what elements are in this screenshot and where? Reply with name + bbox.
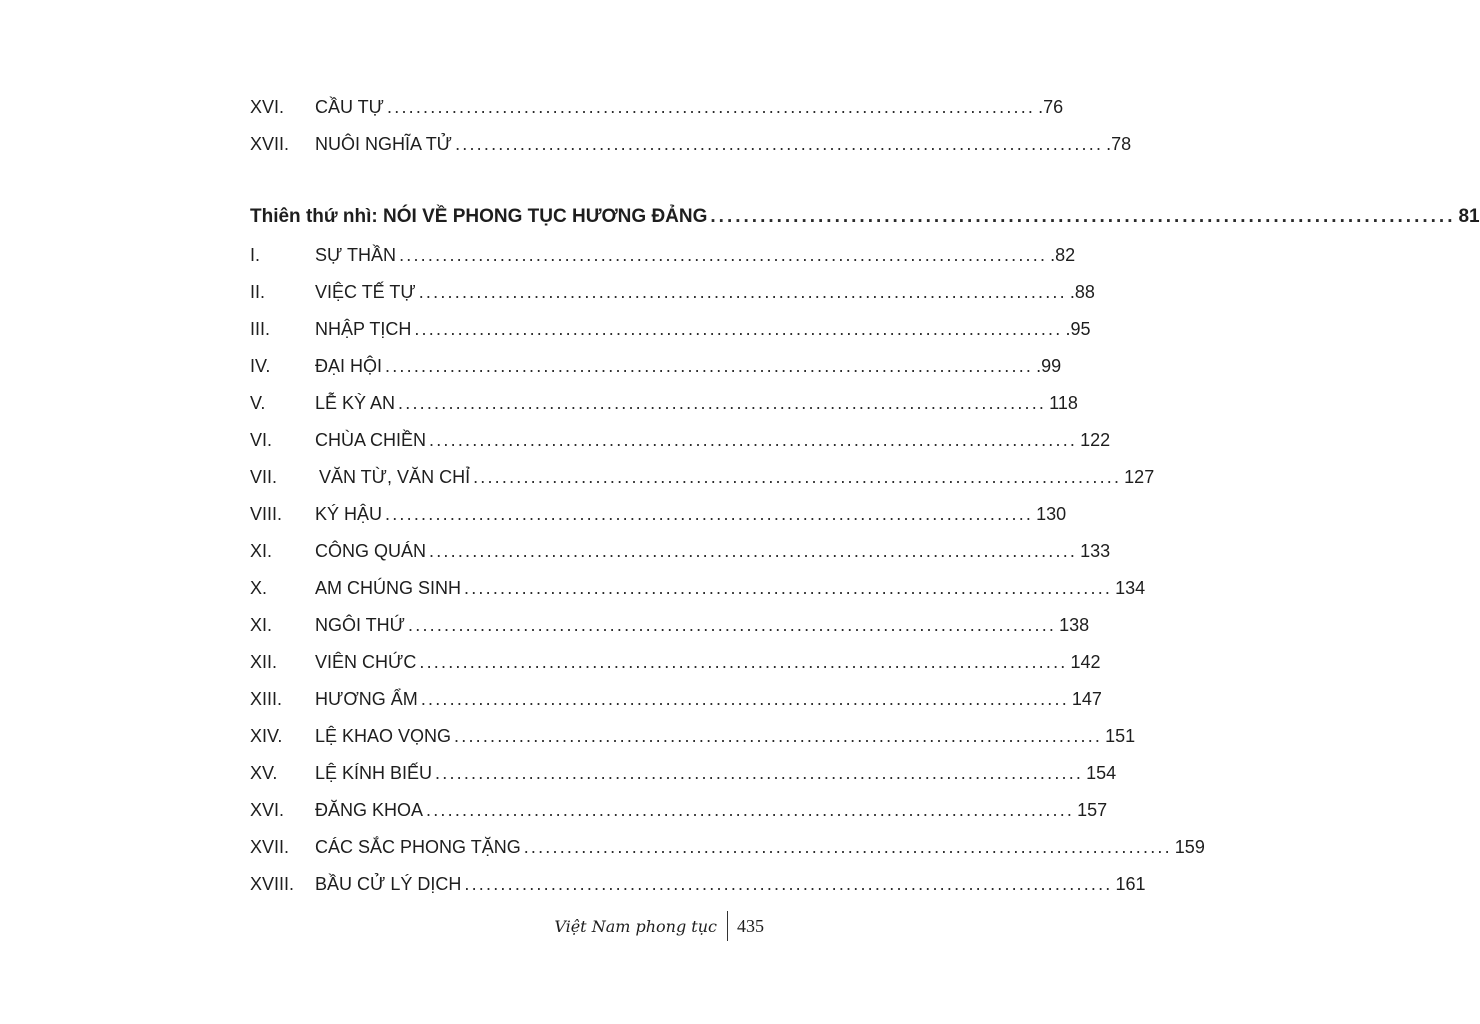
entry-page: 127 xyxy=(1124,467,1155,487)
entry-page: .76 xyxy=(1038,97,1064,117)
dot-leader: .......................................................................................... xyxy=(454,726,1103,746)
running-footer-title: Việt Nam phong tục xyxy=(554,916,717,936)
toc-entry xyxy=(250,243,1076,267)
page-number: 435 xyxy=(737,915,764,936)
entry-title: LỆ KÍNH BIẾU xyxy=(315,763,433,783)
entry-number: XIV. xyxy=(250,726,283,746)
toc-entry xyxy=(250,391,1078,415)
entry-number: XVI. xyxy=(250,800,285,820)
dot-leader: .......................................................................................... xyxy=(398,393,1047,413)
entry-title: VĂN TỪ, VĂN CHỈ xyxy=(319,467,471,487)
entry-page: 159 xyxy=(1174,837,1205,857)
entry-number: IV. xyxy=(250,356,271,376)
toc-entry xyxy=(250,835,1205,859)
entry-number: VI. xyxy=(250,430,273,450)
entry-title: SỰ THẦN xyxy=(315,245,397,265)
entry-title: NUÔI NGHĨA TỬ xyxy=(315,134,453,154)
entry-page: 161 xyxy=(1115,874,1146,894)
entry-number: XII. xyxy=(250,652,278,672)
entry-page: 118 xyxy=(1049,393,1078,413)
entry-page: 157 xyxy=(1077,800,1108,820)
dot-leader: .......................................................................................... xyxy=(426,800,1075,820)
entry-number: XIII. xyxy=(250,689,283,709)
entry-number: I. xyxy=(250,245,261,265)
entry-number: X. xyxy=(250,578,268,598)
section-prefix: Thiên thứ nhì: xyxy=(250,206,384,227)
dot-leader: .......................................................................................... xyxy=(429,541,1078,561)
entry-number: V. xyxy=(250,393,266,413)
entry-number: III. xyxy=(250,319,271,339)
entry-number: XVI. xyxy=(250,97,285,117)
entry-page: .99 xyxy=(1036,356,1062,376)
dot-leader: .......................................................................................... xyxy=(399,245,1048,265)
entry-number: XVII. xyxy=(250,134,290,154)
entry-page: 130 xyxy=(1036,504,1067,524)
dot-leader: .......................................................................................... xyxy=(385,356,1034,376)
dot-leader: .......................................................................................... xyxy=(418,282,1067,302)
entry-number: XI. xyxy=(250,615,273,635)
entry-title: VIÊN CHỨC xyxy=(315,652,417,672)
dot-leader: .......................................................................................... xyxy=(473,467,1122,487)
section-heading xyxy=(250,204,1480,230)
entry-page: .88 xyxy=(1069,282,1095,302)
dot-leader: .......................................................................................... xyxy=(710,206,1456,227)
entry-number: VIII. xyxy=(250,504,283,524)
entry-page: 142 xyxy=(1070,652,1101,672)
toc-entry xyxy=(250,539,1111,563)
section-page: 81 xyxy=(1458,206,1480,227)
entry-number: XV. xyxy=(250,763,278,783)
dot-leader: .......................................................................................... xyxy=(420,689,1069,709)
toc-entry xyxy=(250,576,1146,600)
entry-title: CẦU TỰ xyxy=(315,97,385,117)
dot-leader: .......................................................................................... xyxy=(464,874,1113,894)
entry-title: KÝ HẬU xyxy=(315,504,383,524)
dot-leader: .......................................................................................... xyxy=(387,97,1036,117)
entry-number: VII. xyxy=(250,467,278,487)
entry-title: NGÔI THỨ xyxy=(315,615,406,635)
dot-leader: .......................................................................................... xyxy=(414,319,1063,339)
toc-entry xyxy=(250,798,1108,822)
toc-entry xyxy=(250,280,1095,304)
dot-leader: .......................................................................................... xyxy=(523,837,1172,857)
entry-title: HƯƠNG ẨM xyxy=(315,689,418,709)
toc-entry xyxy=(250,613,1090,637)
dot-leader: .......................................................................................... xyxy=(464,578,1113,598)
entry-title: ĐĂNG KHOA xyxy=(315,800,424,820)
footer-divider xyxy=(727,911,728,941)
dot-leader: .......................................................................................... xyxy=(408,615,1057,635)
dot-leader: .......................................................................................... xyxy=(435,763,1084,783)
toc-entry xyxy=(250,724,1136,748)
toc-entry xyxy=(250,761,1117,785)
entry-page: 122 xyxy=(1080,430,1111,450)
entry-title: LỆ KHAO VỌNG xyxy=(315,726,452,746)
toc-entry xyxy=(250,650,1101,674)
entry-page: 154 xyxy=(1086,763,1117,783)
entry-page: .82 xyxy=(1050,245,1076,265)
entry-page: 133 xyxy=(1080,541,1111,561)
toc-entry xyxy=(250,317,1091,341)
entry-number: XVIII. xyxy=(250,874,295,894)
toc-entry xyxy=(250,95,1064,119)
dot-leader: .......................................................................................... xyxy=(419,652,1068,672)
entry-page: 138 xyxy=(1059,615,1090,635)
entry-number: XI. xyxy=(250,541,273,561)
entry-page: .78 xyxy=(1106,134,1132,154)
entry-title: NHẬP TỊCH xyxy=(315,319,412,339)
entry-title: CHÙA CHIỀN xyxy=(315,430,427,450)
toc-entry xyxy=(250,502,1067,526)
entry-title: ĐẠI HỘI xyxy=(315,356,383,376)
toc-entry xyxy=(250,132,1132,156)
entry-title: LỄ KỲ AN xyxy=(315,393,396,413)
entry-number: II. xyxy=(250,282,266,302)
dot-leader: .......................................................................................... xyxy=(385,504,1034,524)
toc-entry xyxy=(250,354,1062,378)
entry-title: VIỆC TẾ TỰ xyxy=(315,282,416,302)
entry-page: 151 xyxy=(1105,726,1136,746)
entry-title: BẦU CỬ LÝ DỊCH xyxy=(315,874,462,894)
section-title: NÓI VỀ PHONG TỤC HƯƠNG ĐẢNG xyxy=(383,206,708,227)
entry-title: AM CHÚNG SINH xyxy=(315,578,462,598)
dot-leader: .......................................................................................... xyxy=(455,134,1104,154)
toc-entry xyxy=(250,687,1102,711)
entry-page: 134 xyxy=(1115,578,1146,598)
toc-entry xyxy=(250,428,1111,452)
entry-title: CÁC SẮC PHONG TẶNG xyxy=(315,837,521,857)
entry-page: .95 xyxy=(1065,319,1091,339)
page-footer xyxy=(540,910,764,942)
dot-leader: .......................................................................................... xyxy=(429,430,1078,450)
entry-number: XVII. xyxy=(250,837,290,857)
toc-entry xyxy=(250,465,1155,489)
toc-entry xyxy=(250,872,1146,896)
entry-title: CÔNG QUÁN xyxy=(315,541,427,561)
entry-page: 147 xyxy=(1071,689,1102,709)
